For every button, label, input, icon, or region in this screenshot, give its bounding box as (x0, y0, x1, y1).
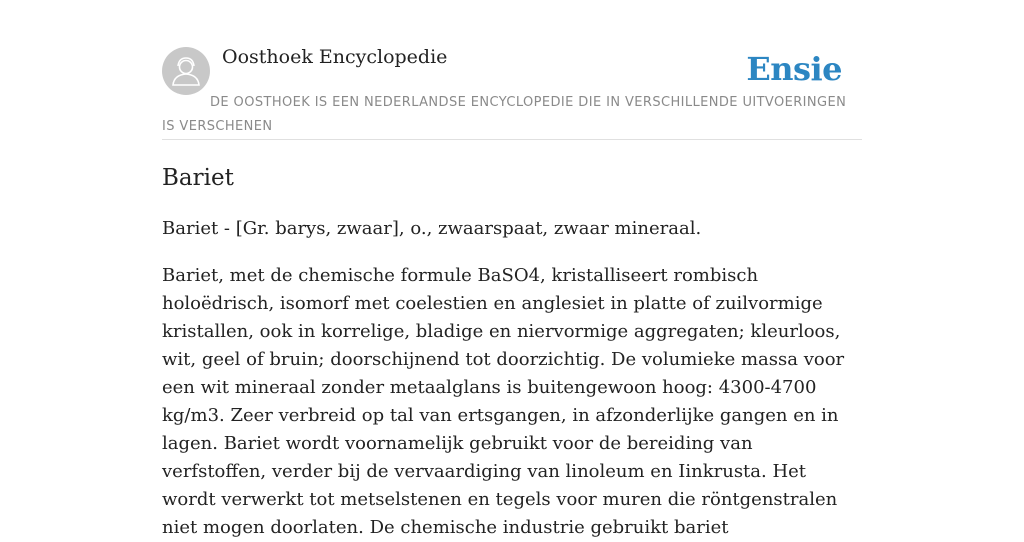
article-body: Bariet, met de chemische formule BaSO4, kristalliseert rombisch holoëdrisch, isomorf met coelestien en anglesiet in platte of zuilvormige kristallen, ook in korrelige, bladige en niervormige aggregaten; kleurloos, wit, geel of bruin; doorschijnend tot doorzichtig. De volumieke massa voor een wit mineraal zonder metaalglans is buitengewoon hoog: 4300-4700 kg/m3. Zeer verbreid op tal van ertsgangen, in afzonderlijke gangen en in lagen. Bariet wordt voornamelijk gebruikt voor de bereiding van verfstoffen, verder bij de vervaardiging van linoleum en Iinkrusta. Het wordt verwerkt tot metselstenen en tegels voor muren die röntgenstralen niet mogen doorlaten. De chemische industrie gebruikt bariet (162, 265, 845, 538)
article-title: Bariet (162, 165, 234, 191)
article-definition: Bariet - [Gr. barys, zwaar], o., zwaarspaat, zwaar mineraal. (162, 218, 702, 239)
source-name[interactable]: Oosthoek Encyclopedie (222, 46, 448, 68)
source-header (162, 47, 862, 140)
article (162, 161, 862, 542)
source-tagline: DE OOSTHOEK IS EEN NEDERLANDSE ENCYCLOPEDIE DIE IN VERSCHILLENDE UITVOERINGEN IS VERSCHENEN (162, 95, 847, 134)
user-silhouette-icon[interactable] (162, 47, 210, 95)
brand-logo[interactable]: Ensie (746, 50, 842, 88)
